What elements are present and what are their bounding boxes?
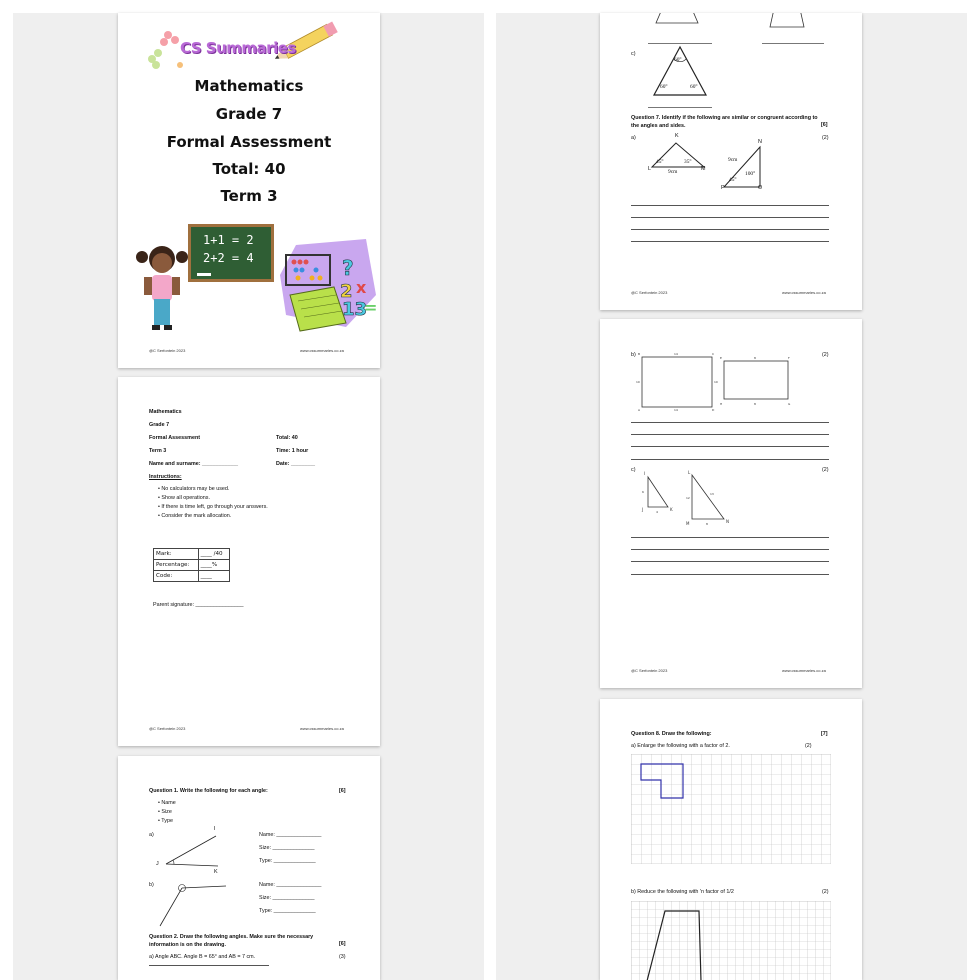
parent-signature-field[interactable]: Parent signature: ________________: [153, 602, 244, 608]
q8b-marks: (2): [822, 889, 829, 895]
q2a-text: a) Angle ABC. Angle B = 65° and AB = 7 cm.: [149, 954, 256, 960]
q8-page[interactable]: [600, 699, 862, 980]
info-page[interactable]: [118, 377, 380, 746]
instruction-item: • Consider the mark allocation.: [158, 513, 232, 519]
info-total: Total: 40: [276, 435, 298, 441]
svg-text:2: 2: [340, 281, 353, 302]
point-label-k: K: [214, 869, 218, 875]
girl-illustration-icon: [132, 241, 202, 337]
vertex-n: N: [758, 139, 762, 145]
q8a-text: a) Enlarge the following with a factor of 2.: [631, 743, 730, 749]
svg-text:8: 8: [754, 356, 756, 360]
rectangles-diagram: [636, 349, 796, 411]
q1-bullet: • Type: [158, 818, 173, 824]
angle-label-left: 60°: [660, 84, 668, 90]
tri2-angle-right: 100°: [745, 171, 756, 177]
size-field-a[interactable]: Size: ______________: [259, 845, 315, 851]
svg-text:K: K: [670, 507, 673, 512]
q7-part-c-label: c): [631, 51, 636, 57]
tri2-angle-left: 45°: [729, 177, 737, 183]
svg-text:14: 14: [674, 352, 678, 356]
name-field-a[interactable]: Name: _______________: [259, 832, 322, 838]
cover-assessment: Formal Assessment: [166, 133, 332, 151]
info-time: Time: 1 hour: [276, 448, 309, 454]
rect-footer-right: www.cssummaries.co.za: [782, 668, 826, 673]
cover-term: Term 3: [220, 187, 278, 205]
name-field-b[interactable]: Name: _______________: [259, 882, 322, 888]
svg-text:13: 13: [710, 492, 714, 496]
cover-grade: Grade 7: [215, 105, 283, 123]
brand-logo: CS Summaries: [180, 39, 296, 57]
point-label-j: J: [156, 861, 159, 867]
q8-heading: Question 8. Draw the following:: [631, 731, 712, 737]
questions-page[interactable]: [118, 756, 380, 980]
equilateral-triangle-diagram: [650, 45, 710, 99]
q8-marks: [7]: [821, 731, 828, 737]
svg-text:B: B: [638, 352, 641, 356]
svg-text:A: A: [638, 408, 641, 411]
rect-footer-left: @C Serfontein 2023: [631, 668, 668, 673]
cover-subject: Mathematics: [194, 77, 304, 95]
angle-label-top: 60°: [674, 57, 682, 63]
q1-bullet: • Size: [158, 809, 172, 815]
info-term: Term 3: [149, 448, 167, 454]
q1-marks: [6]: [339, 788, 346, 794]
svg-text:G: G: [788, 402, 791, 406]
math-clipart-icon: [276, 235, 380, 341]
table-row: Percentage: ____%: [154, 560, 230, 571]
angle-a-diagram: [158, 828, 228, 874]
q7-footer-left: @C Serfontein 2023: [631, 290, 668, 295]
enlarge-grid[interactable]: [631, 754, 831, 864]
part-b-marks: (2): [822, 352, 829, 358]
rectangles-page[interactable]: [600, 319, 862, 688]
svg-text:8: 8: [754, 402, 756, 406]
chalkboard-line-1: 1+1 = 2: [203, 233, 254, 247]
info-footer-right: www.cssummaries.co.za: [300, 726, 344, 731]
svg-text:M: M: [686, 521, 690, 526]
date-field[interactable]: Date: ________: [276, 461, 315, 467]
svg-text:12: 12: [686, 496, 690, 500]
table-row: Code: ____: [154, 571, 230, 582]
chalkboard-line-2: 2+2 = 4: [203, 251, 254, 265]
svg-text:D: D: [712, 408, 715, 411]
table-row: Mark: ____ /40: [154, 549, 230, 560]
svg-text:C: C: [712, 352, 715, 356]
q7-marks: [6]: [821, 122, 828, 128]
tri2-side: 9cm: [728, 157, 738, 163]
q7-part-a-label: a): [631, 135, 636, 141]
vertex-p: P: [721, 185, 725, 191]
cover-total: Total: 40: [212, 160, 286, 178]
svg-text:F: F: [788, 356, 790, 360]
info-subject: Mathematics: [149, 409, 182, 415]
svg-text:H: H: [720, 402, 723, 406]
q7-page[interactable]: [600, 13, 862, 310]
part-b-label: b): [149, 882, 154, 888]
type-field-a[interactable]: Type: ______________: [259, 858, 316, 864]
q8a-marks: (2): [805, 743, 812, 749]
vertex-m: M: [701, 166, 706, 172]
svg-text:x: x: [356, 278, 367, 297]
svg-text:J: J: [642, 507, 644, 512]
q2a-marks: (3): [339, 954, 346, 960]
angle-b-diagram: [154, 880, 234, 932]
point-label-i: I: [214, 826, 216, 832]
instruction-item: • No calculators may be used.: [158, 486, 230, 492]
instruction-item: • Show all operations.: [158, 495, 210, 501]
part-c-label: c): [631, 467, 636, 473]
info-grade: Grade 7: [149, 422, 170, 428]
q7-footer-right: www.cssummaries.co.za: [782, 290, 826, 295]
vertex-l: L: [648, 166, 651, 172]
svg-text:13: 13: [342, 299, 368, 320]
q1-bullet: • Name: [158, 800, 176, 806]
svg-text:=: =: [364, 298, 378, 317]
tri1-angle-right: 35°: [684, 159, 692, 165]
svg-text:?: ?: [342, 256, 354, 280]
svg-text:14: 14: [674, 408, 678, 411]
q7-part-a-marks: (2): [822, 135, 829, 141]
vertex-o: O: [758, 185, 763, 191]
mark-table: [153, 548, 230, 582]
reduce-grid[interactable]: [631, 901, 831, 980]
svg-text:E: E: [720, 356, 722, 360]
svg-text:8: 8: [706, 522, 708, 526]
info-footer-left: @C Serfontein 2023: [149, 726, 186, 731]
cover-footer-left: @C Serfontein 2023: [149, 348, 186, 353]
cover-footer-right: www.cssummaries.co.za: [300, 348, 344, 353]
q8b-text: b) Reduce the following with 'n factor of 1/2: [631, 889, 734, 895]
cover-page[interactable]: [118, 13, 380, 368]
svg-text:N: N: [726, 519, 729, 524]
part-b-label: b): [631, 352, 636, 358]
svg-text:6: 6: [642, 490, 644, 494]
q2-heading: Question 2. Draw the following angles. Make sure the necessary information is on the drawing.: [149, 934, 314, 948]
instructions-heading: Instructions:: [149, 474, 182, 480]
part-a-label: a): [149, 832, 154, 838]
tri1-angle-left: 45°: [656, 159, 664, 165]
name-field[interactable]: Name and surname: ____________: [149, 461, 239, 467]
size-field-b[interactable]: Size: ______________: [259, 895, 315, 901]
svg-text:4: 4: [656, 510, 658, 514]
q1-heading: Question 1. Write the following for each angle:: [149, 788, 268, 794]
right-triangles-diagram: [638, 469, 738, 527]
part-c-marks: (2): [822, 467, 829, 473]
type-field-b[interactable]: Type: ______________: [259, 908, 316, 914]
info-assessment: Formal Assessment: [149, 435, 201, 441]
instruction-item: • If there is time left, go through your answers.: [158, 504, 268, 510]
tri1-side: 9cm: [668, 169, 678, 175]
q2-marks: [6]: [339, 941, 346, 947]
svg-text:L: L: [688, 470, 691, 475]
angle-label-right: 60°: [690, 84, 698, 90]
q7-heading: Question 7. Identify if the following are similar or congruent according to the angles and sides.: [631, 115, 818, 129]
svg-text:10: 10: [636, 380, 640, 384]
svg-text:I: I: [644, 471, 646, 476]
partial-shapes-diagram: [640, 13, 840, 33]
vertex-k: K: [675, 133, 679, 139]
svg-text:10: 10: [714, 380, 718, 384]
